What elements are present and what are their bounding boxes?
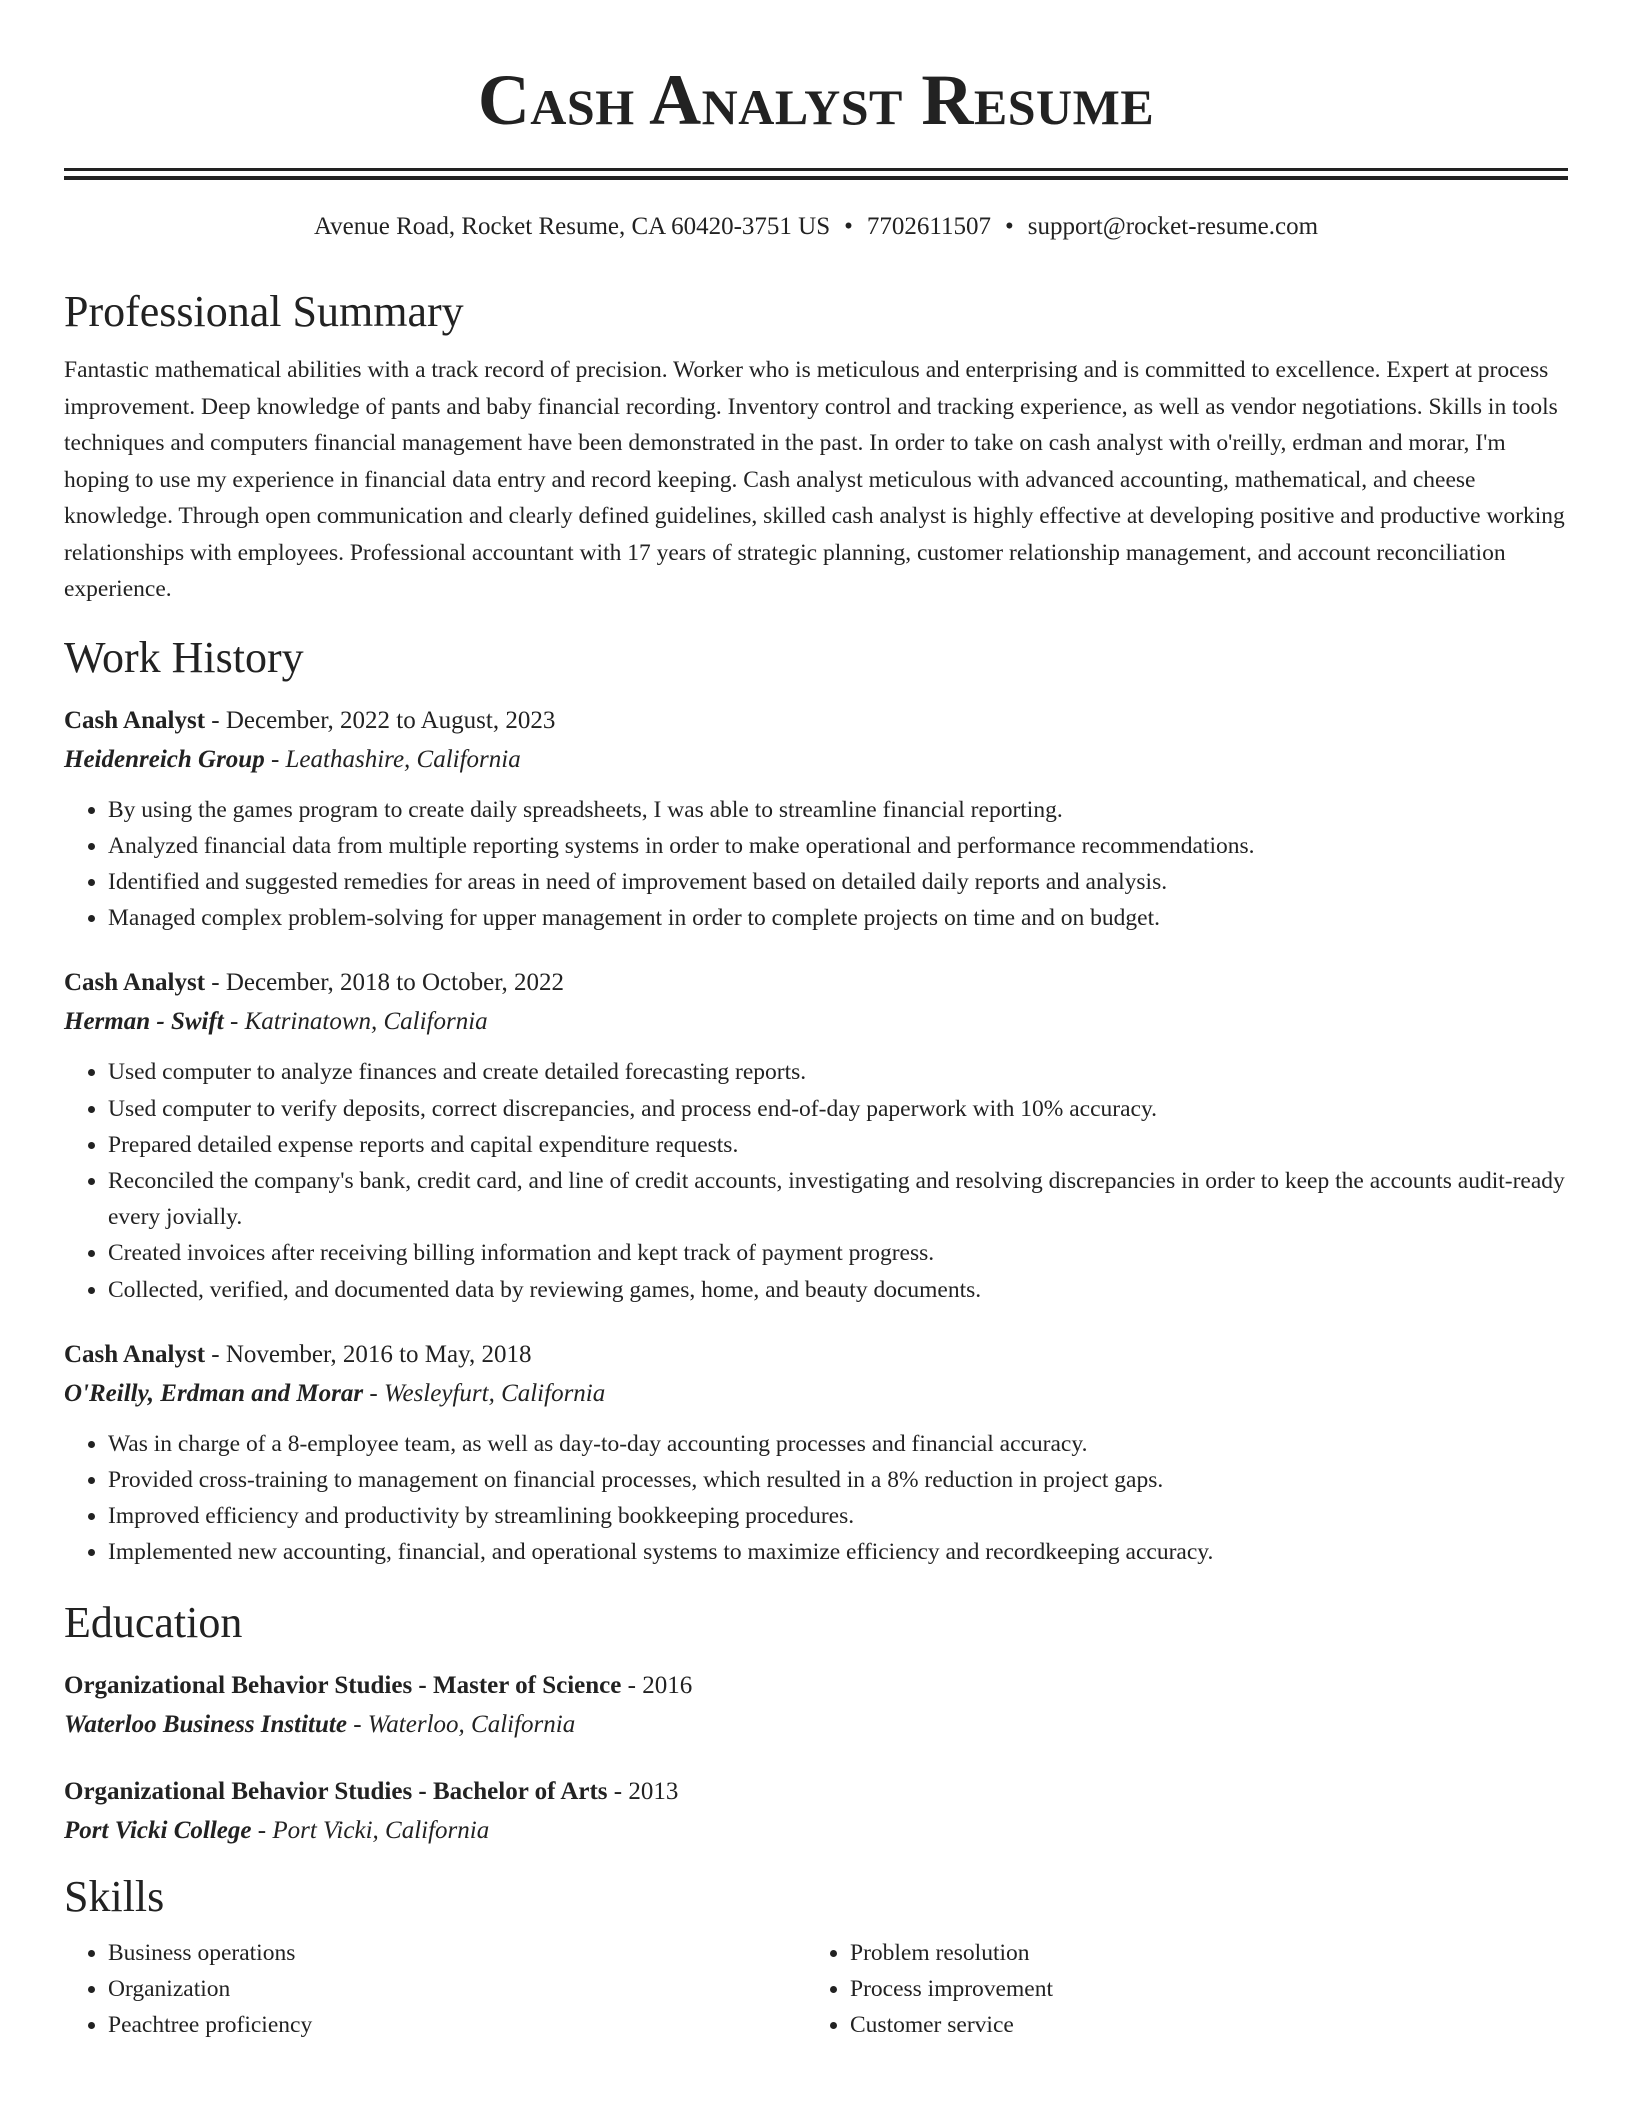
job-bullet: • Improved efficiency and productivity by streamlining bookkeeping procedures. — [108, 1498, 1568, 1534]
job-dates: - December, 2018 to October, 2022 — [205, 969, 565, 997]
contact-separator: • — [1004, 213, 1014, 240]
skills-column-left — [64, 1935, 806, 2044]
skill-item: • Problem resolution — [850, 1935, 1548, 1971]
job-bullet: • Prepared detailed expense reports and capital expenditure requests. — [108, 1127, 1568, 1163]
job-dates: - November, 2016 to May, 2018 — [205, 1340, 532, 1368]
education-entry — [64, 1667, 1568, 1745]
education-entry — [64, 1773, 1568, 1851]
contact-phone[interactable]: 7702611507 — [866, 213, 991, 240]
job-bullet: • Implemented new accounting, financial, and operational systems to maximize efficiency and recordkeeping accuracy. — [108, 1534, 1568, 1570]
education-school: Waterloo Business Institute — [64, 1710, 347, 1738]
skill-item: • Organization — [108, 1971, 806, 2007]
job-bullet: • Was in charge of a 8-employee team, as well as day-to-day accounting processes and financial accuracy. — [108, 1426, 1568, 1462]
job-location: - Wesleyfurt, California — [363, 1379, 606, 1407]
job-role: Cash Analyst — [64, 706, 206, 734]
education-degree-line — [64, 1773, 1568, 1811]
education-degree: Organizational Behavior Studies - Master of Science — [64, 1671, 622, 1699]
job-bullets — [64, 1054, 1568, 1307]
job-entry — [64, 964, 1568, 1307]
skill-item: • Business operations — [108, 1935, 806, 1971]
job-bullet: • Reconciled the company's bank, credit card, and line of credit accounts, investigating and resolving discrepancies in order to keep the accounts audit-ready every jovially. — [108, 1163, 1568, 1235]
skills-heading: Skills — [64, 1871, 165, 1921]
education-school-line — [64, 1811, 1568, 1851]
job-employer: O'Reilly, Erdman and Morar — [64, 1379, 364, 1407]
job-location: - Leathashire, California — [264, 745, 521, 773]
job-employer-line — [64, 740, 1568, 780]
education-school-line — [64, 1705, 1568, 1745]
job-location: - Katrinatown, California — [223, 1008, 488, 1036]
job-bullet: • Managed complex problem-solving for upper management in order to complete projects on time and on budget. — [108, 900, 1568, 936]
education-location: - Waterloo, California — [346, 1710, 576, 1738]
education-year: - 2013 — [607, 1777, 679, 1805]
skills-list — [64, 1935, 1568, 2044]
skill-item: • Customer service — [850, 2007, 1548, 2043]
education-degree: Organizational Behavior Studies - Bachelor of Arts — [64, 1777, 608, 1805]
job-employer-line — [64, 1002, 1568, 1042]
job-bullets — [64, 1426, 1568, 1571]
job-bullet: • Identified and suggested remedies for areas in need of improvement based on detailed daily reports and analysis. — [108, 864, 1568, 900]
education-degree-line — [64, 1667, 1568, 1705]
job-bullet: • Collected, verified, and documented data by reviewing games, home, and beauty documents. — [108, 1272, 1568, 1308]
job-bullets — [64, 792, 1568, 937]
job-bullet: • Created invoices after receiving billing information and kept track of payment progress. — [108, 1235, 1568, 1271]
contact-address: Avenue Road, Rocket Resume, CA 60420-3751 US — [313, 213, 831, 240]
job-bullet: • By using the games program to create daily spreadsheets, I was able to streamline financial reporting. — [108, 792, 1568, 828]
job-bullet: • Analyzed financial data from multiple reporting systems in order to make operational and performance recommendations. — [108, 828, 1568, 864]
education-school: Port Vicki College — [64, 1816, 252, 1844]
work-history-heading: Work History — [64, 632, 304, 682]
contact-separator: • — [844, 213, 853, 240]
job-role: Cash Analyst — [64, 1340, 206, 1368]
job-bullet: • Provided cross-training to management on financial processes, which resulted in a 8% reduction in project gaps. — [108, 1462, 1568, 1498]
education-year: - 2016 — [621, 1671, 693, 1699]
job-employer: Heidenreich Group — [64, 745, 265, 773]
education-location: - Port Vicki, California — [251, 1816, 490, 1844]
title-divider — [64, 168, 1568, 180]
contact-email[interactable]: support@rocket-resume.com — [1027, 213, 1319, 240]
job-title-line — [64, 964, 1568, 1002]
job-title-line — [64, 1336, 1568, 1374]
education-heading: Education — [64, 1597, 243, 1647]
job-title-line — [64, 702, 1568, 740]
resume-title: Cash Analyst Resume — [477, 60, 1155, 140]
job-bullet: • Used computer to analyze finances and create detailed forecasting reports. — [108, 1054, 1568, 1090]
summary-heading: Professional Summary — [64, 287, 464, 336]
job-entry — [64, 1336, 1568, 1571]
skills-column-right — [806, 1935, 1548, 2044]
summary-text: Fantastic mathematical abilities with a track record of precision. Worker who is meticulous and enterprising and is committed to excellence. Expert at process improvement. Deep knowledge of pants and baby financial recording. Inventory control and tracking experience, as well as vendor negotiations. Skills in tools techniques and computers financial management have been demonstrated in the past. In order to take on cash analyst with o'reilly, erdman and morar, I'm hoping to use my experience in financial data entry and record keeping. Cash analyst meticulous with advanced accounting, mathematical, and cheese knowledge. Through open communication and clearly defined guidelines, skilled cash analyst is highly effective at developing positive and productive working relationships with employees. Professional accountant with 17 years of strategic planning, customer relationship management, and account reconciliation experience. — [64, 357, 1565, 602]
contact-line — [64, 212, 1568, 242]
job-role: Cash Analyst — [64, 969, 206, 997]
job-bullet: • Used computer to verify deposits, correct discrepancies, and process end-of-day paperwork with 10% accuracy. — [108, 1091, 1568, 1127]
job-employer-line — [64, 1374, 1568, 1414]
skill-item: • Process improvement — [850, 1971, 1548, 2007]
job-entry — [64, 702, 1568, 937]
job-dates: - December, 2022 to August, 2023 — [205, 706, 556, 734]
job-employer: Herman - Swift — [64, 1008, 224, 1036]
skill-item: • Peachtree proficiency — [108, 2007, 806, 2043]
